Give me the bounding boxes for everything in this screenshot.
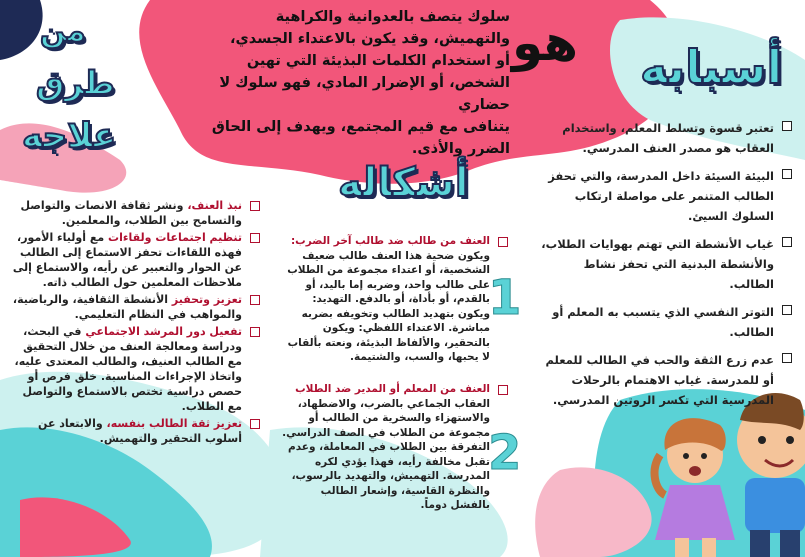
checkbox-icon (782, 353, 792, 363)
definition-text (185, 6, 510, 160)
list-item: تعتبر قسوة وتسلط المعلم، واستخدام العقاب هو مصدر العنف المدرسي. (540, 118, 792, 158)
list-item: عدم زرع الثقة والحب في الطالب للمعلم أو للمدرسة. غياب الاهتمام بالرحلات المدرسية التي تكسر الروتين المدرسي. (540, 350, 792, 410)
definition-line: والتهميش، وقد يكون بالاعتداء الجسدي، (229, 31, 510, 47)
list-item (280, 382, 508, 513)
list-item: غياب الأنشطة التي تهتم بهوايات الطلاب، والأنشطة البدنية التي تحفز نشاط الطالب. (540, 234, 792, 294)
list-item: نبذ العنف، ونشر ثقافة الانصات والتواصل والتسامح بين الطلاب، والمعلمين. (10, 198, 260, 228)
list-item: تفعيل دور المرشد الاجتماعي في البحث، ودراسة ومعالجة العنف من خلال التحقيق مع الطالب العنيف، والطالب المعتدى عليه، واتخاذ الإجراءات المناسبة. خلق فرص أو حصص دراسية تختص بالاستماع والتواصل مع الطلاب. (10, 324, 260, 414)
checkbox-icon (782, 237, 792, 247)
checkbox-icon (782, 169, 792, 179)
checkbox-icon (782, 121, 792, 131)
checkbox-icon (782, 305, 792, 315)
checkbox-icon (250, 295, 260, 305)
dark-blob-corner (0, 0, 43, 60)
form-number-2: 2 (488, 425, 522, 481)
checkbox-icon (498, 385, 508, 395)
treatment-title-line1: من (40, 14, 86, 49)
list-item: البيئة السيئة داخل المدرسة، والتي تحفز الطالب المتنمر على مواصلة ارتكاب السلوك السيئ. (540, 166, 792, 226)
causes-list (540, 118, 792, 418)
form-1 (280, 234, 508, 365)
checkbox-icon (498, 237, 508, 247)
definition-line: الضرر والأذى. (411, 141, 510, 157)
checkbox-icon (250, 233, 260, 243)
list-item: تعزيز وتحفيز الأنشطة الثقافية، والرياضية، والمواهب في النظام التعليمي. (10, 292, 260, 322)
list-item: تنظيم اجتماعات ولقاءات مع أولياء الأمور، فهذه اللقاءات تحفز الاستماع إلى الطالب عن الحوار والتعبير عن رأيه، والاستماع إلى ملاحظات المعلمين حول الطالب ذاته. (10, 230, 260, 290)
definition-line: يتنافى مع قيم المجتمع، ويهدف إلى الحاق (211, 119, 510, 135)
checkbox-icon (250, 419, 260, 429)
form-2 (280, 382, 508, 513)
definition-line: الشخص، أو الإضرار المادي، فهو سلوك لا حضاري (219, 75, 510, 113)
form-body: العقاب الجماعي بالضرب، والاضطهاد، والاستهزاء والسخرية من الطالب أو مجموعة من الطلاب في الصف الدراسي. التفرقة بين الطلاب في المعاملة، وعدم تقبل مخالفة رأيه، فهذا يؤدي لكره المدرسة. التهميش، والتهديد بالرسوب، والنظرة القاسية، وإشعار الطالب بالفشل دوماً. (282, 397, 490, 511)
list-item: تعزيز ثقة الطالب بنفسه، والابتعاد عن أسلوب التحقير والتهميش. (10, 416, 260, 446)
treatment-title-line3: علاجه (22, 116, 117, 156)
list-item: التوتر النفسي الذي يتسبب به المعلم أو الطالب. (540, 302, 792, 342)
form-body: ويكون ضحية هذا العنف طالب ضعيف الشخصية، أو اعتداء مجموعة من الطلاب على طالب واحد، وضربه إما باليد، أو بالقدم، أو بأداة، أو بالدفع. التهديد: ويكون بتهديد الطالب وتخويفه بضربه مباشرة. الاعتداء اللفظي: ويكون بالتحقير، والألفاظ البذيئة، ونعته بألقاب لا يحبها، والسب، والشتيمة. (287, 249, 490, 363)
definition-line: أو استخدام الكلمات البذيئة التي تهين (246, 53, 510, 69)
forms-title: أشكاله (338, 160, 469, 206)
form-number-1: 1 (488, 270, 522, 326)
treatment-list (10, 198, 260, 448)
list-item (280, 234, 508, 365)
definition-line: سلوك يتصف بالعدوانية والكراهية (275, 9, 510, 25)
checkbox-icon (250, 327, 260, 337)
form-heading: العنف من طالب ضد طالب آخر الضرب: (290, 235, 490, 247)
form-heading: العنف من المعلم أو المدير ضد الطلاب (295, 383, 490, 395)
treatment-title-line2: طرق (36, 64, 115, 102)
causes-title: أسبابه (640, 40, 783, 94)
checkbox-icon (250, 201, 260, 211)
huwa-word: هو (512, 14, 579, 72)
